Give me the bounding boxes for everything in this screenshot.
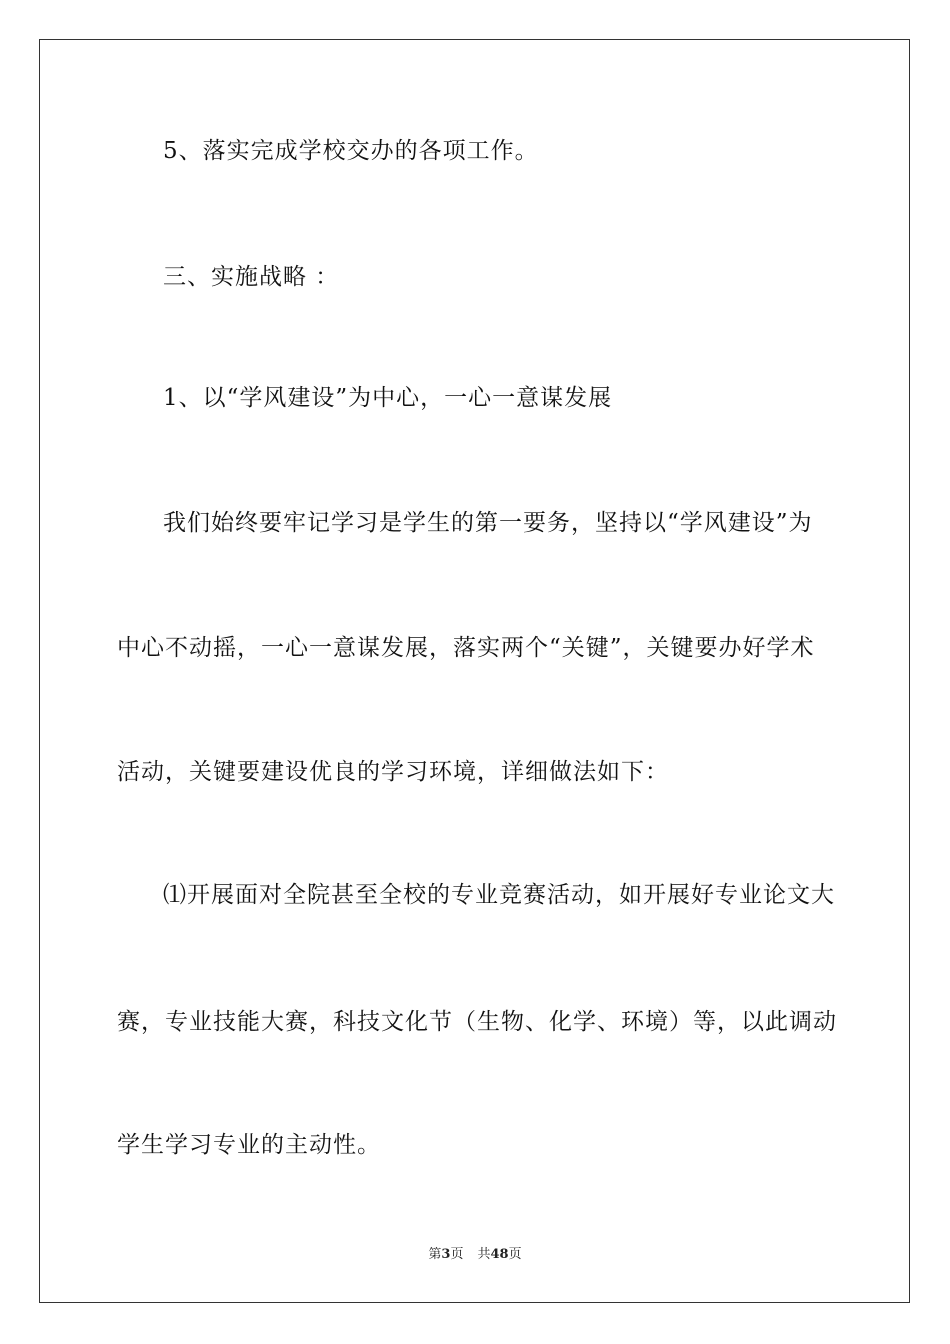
footer-total-suffix: 页 (508, 1247, 522, 1262)
paragraph-task-5: 5、落实完成学校交办的各项工作。 (163, 138, 539, 164)
footer-page-number: 3 (441, 1247, 451, 1262)
footer-total-pages: 48 (490, 1247, 509, 1262)
paragraph-line: 学生学习专业的主动性。 (117, 1132, 381, 1158)
paragraph-line: ⑴开展面对全院甚至全校的专业竞赛活动，如开展好专业论文大 (163, 882, 835, 908)
footer-page-suffix: 页 (450, 1247, 464, 1262)
subheading-study-style: 1、以“学风建设”为中心，一心一意谋发展 (163, 385, 613, 411)
page-footer (0, 1246, 950, 1264)
paragraph-line: 赛，专业技能大赛，科技文化节（生物、化学、环境）等，以此调动 (117, 1009, 837, 1035)
page-border (39, 39, 910, 1303)
paragraph-line: 中心不动摇，一心一意谋发展，落实两个“关键”，关键要办好学术 (117, 635, 815, 661)
footer-page-prefix: 第 (428, 1247, 442, 1262)
section-heading-strategy: 三、实施战略 ： (163, 264, 340, 290)
paragraph-line: 活动，关键要建设优良的学习环境，详细做法如下： (117, 759, 669, 785)
paragraph-line: 我们始终要牢记学习是学生的第一要务，坚持以“学风建设”为 (163, 510, 813, 536)
footer-total-prefix: 共 (477, 1247, 491, 1262)
